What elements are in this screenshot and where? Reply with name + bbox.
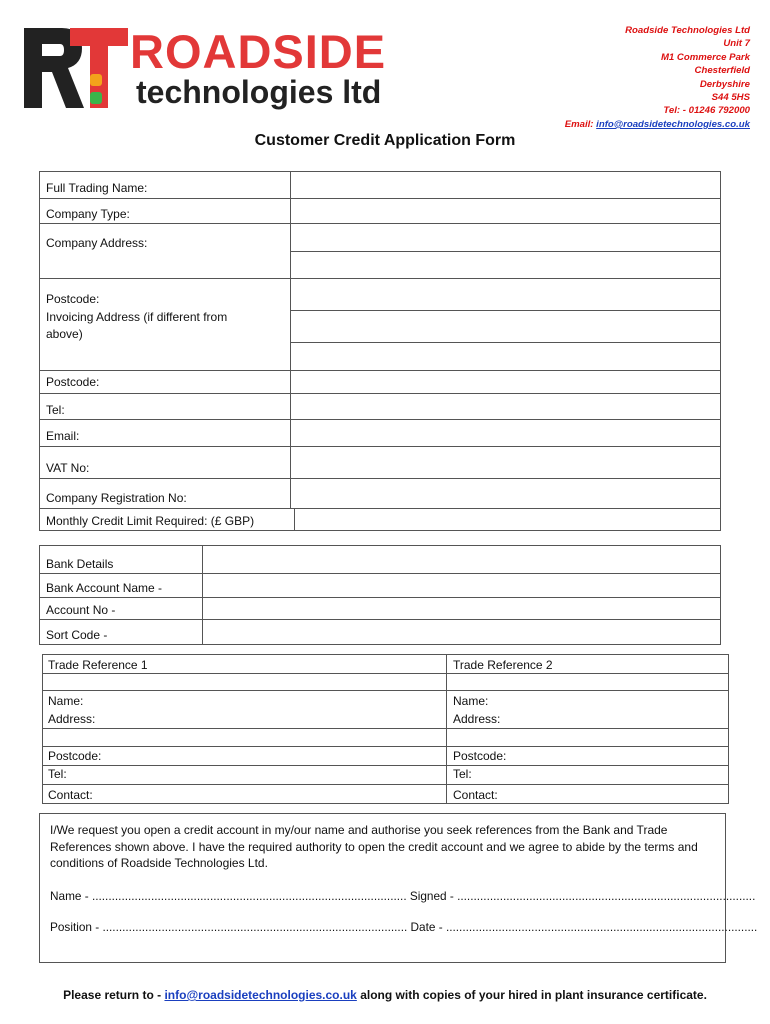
company-type-label: Company Type: (46, 207, 130, 221)
bank-details-label: Bank Details (46, 557, 114, 571)
credit-limit-label: Monthly Credit Limit Required: (£ GBP) (46, 514, 255, 528)
address-line: Unit 7 (723, 38, 750, 50)
ref2-address-label: Address: (453, 712, 501, 726)
address-line: Derbyshire (699, 78, 750, 90)
sort-code-label: Sort Code - (46, 628, 108, 642)
full-trading-name-label: Full Trading Name: (46, 181, 148, 195)
ref2-tel-label: Tel: (453, 767, 472, 781)
ref1-contact-label: Contact: (48, 788, 93, 802)
address-line: M1 Commerce Park (660, 51, 750, 63)
address-email-row (565, 118, 750, 131)
tel-label: Tel: (46, 403, 65, 417)
ref1-tel-label: Tel: (48, 767, 67, 781)
address-line: Roadside Technologies Ltd (625, 25, 750, 36)
address-tel: Tel: - 01246 792000 (663, 105, 750, 117)
invoicing-address-label: Invoicing Address (if different from (46, 310, 228, 324)
return-instructions (0, 988, 770, 1002)
email-field[interactable] (291, 420, 720, 446)
brand-name: ROADSIDE (130, 25, 387, 78)
company-type-field[interactable] (291, 199, 720, 223)
name-signed-line[interactable]: Name - ................................................................................................ Signed - ........................................................................................... (50, 889, 756, 903)
full-trading-name-field[interactable] (291, 172, 720, 198)
ref1-name-address-field[interactable] (43, 691, 446, 728)
invoicing-postcode-field[interactable] (291, 371, 720, 393)
ref1-postcode-label: Postcode: (48, 749, 102, 763)
ref2-postcode-label: Postcode: (453, 749, 507, 763)
bank-account-name-label: Bank Account Name - (46, 581, 163, 595)
brand-subtitle: technologies ltd (136, 74, 382, 110)
tel-field[interactable] (291, 394, 720, 419)
company-address-field[interactable] (291, 224, 720, 278)
email-link[interactable]: info@roadsidetechnologies.co.uk (596, 118, 750, 130)
company-registration-field[interactable] (291, 479, 720, 508)
account-no-label: Account No - (46, 603, 116, 617)
invoicing-address-field[interactable] (291, 279, 720, 370)
email-label: Email: (564, 118, 597, 130)
position-date-line[interactable]: Position - ............................................................................................. Date - ............................................................................................... (50, 920, 758, 934)
footer-prefix: Please return to - (63, 988, 165, 1002)
invoicing-postcode-label: Postcode: (46, 375, 100, 389)
company-registration-label: Company Registration No: (46, 491, 187, 505)
trade-reference-1-heading: Trade Reference 1 (48, 658, 148, 672)
ref2-contact-label: Contact: (453, 788, 498, 802)
ref2-name-label: Name: (453, 694, 489, 708)
account-no-field[interactable] (203, 598, 720, 619)
footer-suffix: along with copies of your hired in plant insurance certificate. (356, 988, 707, 1002)
postcode-label: Postcode: (46, 292, 100, 306)
address-line: S44 5HS (711, 92, 750, 104)
vat-field[interactable] (291, 447, 720, 478)
ref2-name-address-field[interactable] (447, 691, 728, 728)
address-line: Chesterfield (694, 65, 750, 77)
bank-account-name-field[interactable] (203, 574, 720, 597)
trade-reference-2-heading: Trade Reference 2 (453, 658, 553, 672)
form-title: Customer Credit Application Form (254, 132, 516, 149)
ref1-name-label: Name: (48, 694, 84, 708)
credit-limit-field[interactable] (295, 510, 720, 530)
rt-logo-icon (24, 28, 128, 108)
email-field-label: Email: (46, 429, 80, 443)
ref1-address-label: Address: (48, 712, 96, 726)
footer-email-link[interactable]: info@roadsidetechnologies.co.uk (164, 988, 357, 1002)
vat-label: VAT No: (46, 461, 90, 475)
invoicing-address-label-2: above) (46, 327, 83, 341)
company-address-label: Company Address: (46, 236, 148, 250)
sort-code-field[interactable] (203, 620, 720, 644)
company-address-block (565, 24, 750, 131)
declaration-text: I/We request you open a credit account in my/our name and authorise you seek references from the Bank and Trade References shown above. I have the required authority to open the credit account and we agree to abide by the terms and conditions of Roadside Technologies Ltd. (50, 823, 698, 870)
